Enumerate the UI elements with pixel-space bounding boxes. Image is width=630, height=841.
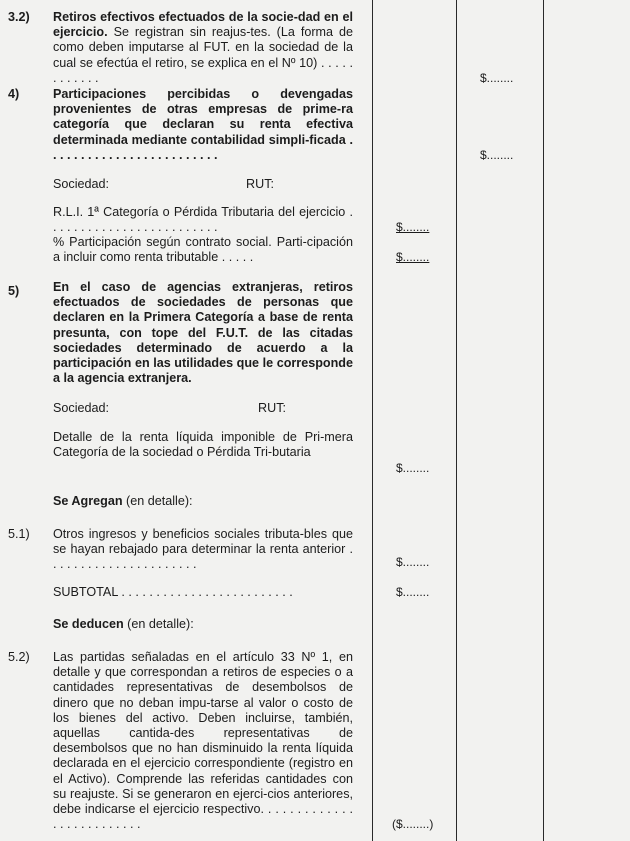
rut-label: RUT:: [246, 177, 274, 191]
item-number: 4): [8, 87, 20, 101]
amount-subtotal: $........: [396, 585, 430, 599]
column-divider-1: [372, 0, 373, 841]
item-number: 5.1): [8, 527, 30, 541]
item-3-2-heading: Retiros efectivos efectuados de la socie-dad en el ejercicio.: [53, 10, 353, 40]
item-5-2-text: Las partidas señaladas en el artículo 33 Nº 1, en detalle y que correspondan a retiros de especies o a cantidades representativas de desembolsos de dinero que no deban impu-tarse al valor o costo de los bienes del activo. Deben incluirse, también, aquellas cantida-des representativas de desembolsos que no han disminuido la renta líquida declarada en el ejercicio correspondiente (registro en el Activo). Comprende las referidas cantidades con su reajuste. Si se generaron en ejerci-cios anteriores, debe indicarse el ejercicio respectivo. . . . . . . . . . . . . . . . . . . . . . . . . .: [53, 650, 353, 832]
sociedad-label: Sociedad:: [53, 177, 110, 191]
item-number: 5.2): [8, 650, 30, 664]
amount-4: $........: [480, 148, 514, 162]
se-agregan-rest: (en detalle):: [122, 494, 193, 508]
item-5-1-text: Otros ingresos y beneficios sociales tributa-bles que se hayan rebajado para determinar la renta anterior . . . . . . . . . . . . . . . . . . . . . .: [53, 527, 353, 572]
sociedad-label: Sociedad:: [53, 401, 110, 415]
se-agregan-bold: Se Agregan: [53, 494, 123, 508]
column-divider-2: [456, 0, 457, 841]
rli-text: R.L.I. 1ª Categoría o Pérdida Tributaria del ejercicio . . . . . . . . . . . . . . . . . . . . . . . . .: [53, 205, 353, 235]
item-3-2-text: [53, 10, 353, 86]
detalle-renta-text: Detalle de la renta líquida imponible de Pri-mera Categoría de la sociedad o Pérdida Tri-butaria: [53, 430, 353, 460]
item-3-2-body: Se registran sin reajus-tes. (La forma de como deben imputarse al FUT. en la sociedad de la cual se efectúa el retiro, se explica en el Nº 10) . . . . . . . . . . . .: [53, 25, 353, 85]
participacion-text: % Participación según contrato social. Parti-cipación a incluir como renta tributable . . . . .: [53, 235, 353, 265]
column-divider-3: [543, 0, 544, 841]
amount-detalle: $........: [396, 461, 430, 475]
se-deducen-rest: (en detalle):: [123, 617, 194, 631]
se-deducen-heading: [53, 617, 194, 632]
subtotal-label: SUBTOTAL . . . . . . . . . . . . . . . . . . . . . . . . .: [53, 585, 293, 599]
amount-participacion: $........: [396, 250, 430, 264]
se-agregan-heading: [53, 494, 193, 509]
item-number: 5): [8, 284, 20, 298]
item-number: 3.2): [8, 10, 30, 24]
rut-label: RUT:: [258, 401, 286, 415]
amount-5-1: $........: [396, 555, 430, 569]
se-deducen-bold: Se deducen: [53, 617, 124, 631]
amount-rli: $........: [396, 220, 430, 234]
item-5-heading: En el caso de agencias extranjeras, retiros efectuados de sociedades de personas que declaren en la Primera Categoría a base de renta presunta, con tope del F.U.T. de las citadas sociedades determinado de acuerdo a la participación en las utilidades que le corresponde a la agencia extranjera.: [53, 280, 353, 386]
amount-5-2: ($........): [392, 817, 434, 831]
item-4-heading: Participaciones percibidas o devengadas provenientes de otras empresas de prime-ra categoría que declaran su renta efectiva determinada mediante contabilidad simpli-ficada . . . . . . . . . . . . . . . . . . . . . . . . .: [53, 87, 353, 162]
amount-3-2: $........: [480, 71, 514, 85]
